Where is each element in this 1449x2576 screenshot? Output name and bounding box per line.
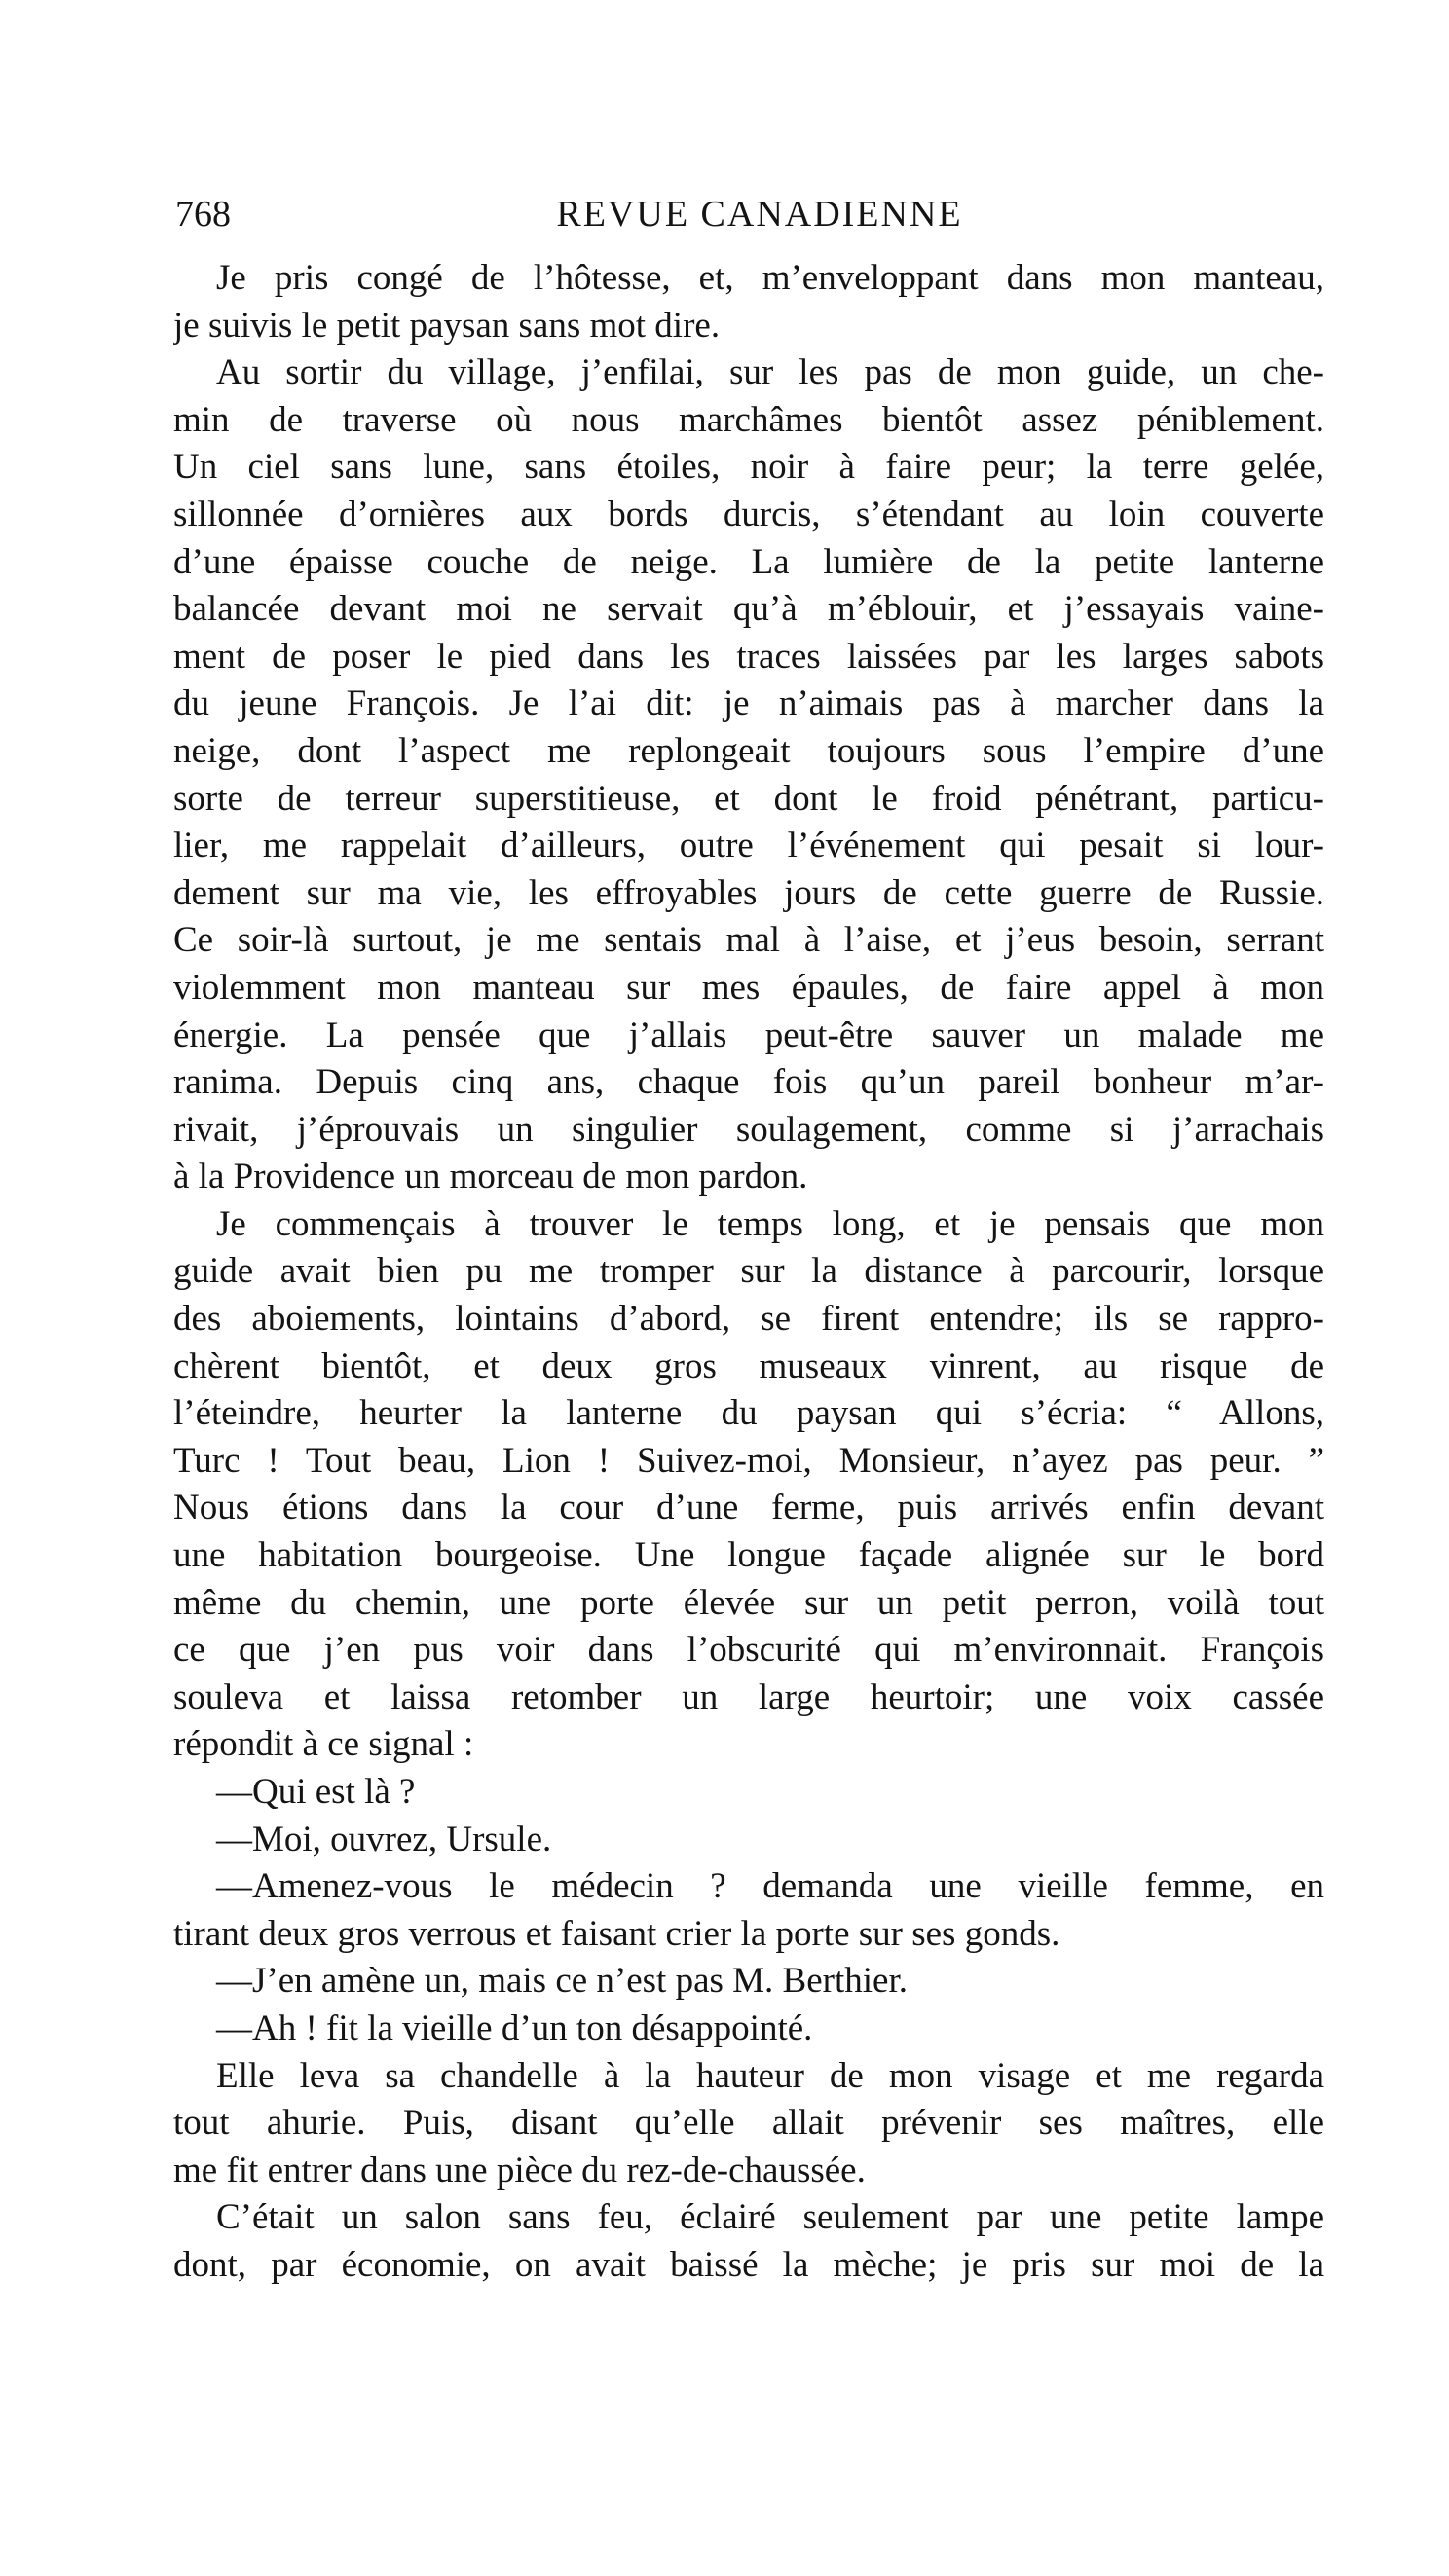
- text-line: dont, par économie, on avait baissé la mèche; je pris sur moi de la: [173, 2244, 1324, 2285]
- text-line: sorte de terreur superstitieuse, et dont le froid pénétrant, particu-: [173, 778, 1324, 819]
- text-line: balancée devant moi ne servait qu’à m’éblouir, et j’essayais vaine-: [173, 589, 1324, 630]
- text-line: ce que j’en pus voir dans l’obscurité qui m’environnait. François: [173, 1630, 1324, 1671]
- text-line: Nous étions dans la cour d’une ferme, puis arrivés enfin devant: [173, 1488, 1324, 1528]
- text-line: C’était un salon sans feu, éclairé seulement par une petite lampe: [216, 2197, 1324, 2238]
- running-title: REVUE CANADIENNE: [556, 194, 963, 235]
- text-line: du jeune François. Je l’ai dit: je n’aimais pas à marcher dans la: [173, 683, 1324, 724]
- text-line: à la Providence un morceau de mon pardon.: [173, 1157, 808, 1197]
- text-line: me fit entrer dans une pièce du rez-de-chaussée.: [173, 2150, 866, 2190]
- text-line: même du chemin, une porte élevée sur un petit perron, voilà tout: [173, 1582, 1324, 1623]
- text-line: Turc ! Tout beau, Lion ! Suivez-moi, Monsieur, n’ayez pas peur. ”: [173, 1440, 1324, 1481]
- text-line: min de traverse où nous marchâmes bientôt assez péniblement.: [173, 399, 1324, 440]
- text-line: énergie. La pensée que j’allais peut-être sauver un malade me: [173, 1014, 1324, 1055]
- text-line: je suivis le petit paysan sans mot dire.: [173, 305, 721, 346]
- text-line: Ce soir-là surtout, je me sentais mal à l’aise, et j’eus besoin, serrant: [173, 920, 1324, 961]
- text-line: Elle leva sa chandelle à la hauteur de mon visage et me regarda: [216, 2055, 1324, 2096]
- text-line: répondit à ce signal :: [173, 1724, 474, 1765]
- text-line: dement sur ma vie, les effroyables jours de cette guerre de Russie.: [173, 872, 1324, 913]
- text-line: tirant deux gros verrous et faisant crier la porte sur ses gonds.: [173, 1913, 1060, 1954]
- text-line: tout ahurie. Puis, disant qu’elle allait prévenir ses maîtres, elle: [173, 2103, 1324, 2144]
- text-line: Au sortir du village, j’enfilai, sur les pas de mon guide, un che-: [216, 352, 1324, 393]
- text-line: —J’en amène un, mais ce n’est pas M. Berthier.: [216, 1961, 908, 2002]
- text-line: —Qui est là ?: [216, 1772, 416, 1812]
- text-line: —Ah ! fit la vieille d’un ton désappointé.: [216, 2007, 813, 2048]
- text-line: une habitation bourgeoise. Une longue façade alignée sur le bord: [173, 1535, 1324, 1576]
- text-line: l’éteindre, heurter la lanterne du paysan qui s’écria: “ Allons,: [173, 1393, 1324, 1434]
- text-line: ranima. Depuis cinq ans, chaque fois qu’un pareil bonheur m’ar-: [173, 1062, 1324, 1103]
- text-line: des aboiements, lointains d’abord, se firent entendre; ils se rappro-: [173, 1299, 1324, 1340]
- text-line: —Moi, ouvrez, Ursule.: [216, 1819, 552, 1859]
- page-header: [175, 190, 1324, 239]
- text-line: sillonnée d’ornières aux bords durcis, s’étendant au loin couverte: [173, 494, 1324, 534]
- text-line: guide avait bien pu me tromper sur la distance à parcourir, lorsque: [173, 1251, 1324, 1292]
- text-line: chèrent bientôt, et deux gros museaux vinrent, au risque de: [173, 1345, 1324, 1386]
- page-number: 768: [175, 194, 231, 235]
- text-line: neige, dont l’aspect me replongeait toujours sous l’empire d’une: [173, 730, 1324, 771]
- text-line: Je pris congé de l’hôtesse, et, m’enveloppant dans mon manteau,: [216, 258, 1324, 298]
- text-line: —Amenez-vous le médecin ? demanda une vieille femme, en: [216, 1866, 1324, 1907]
- text-line: lier, me rappelait d’ailleurs, outre l’événement qui pesait si lour-: [173, 826, 1324, 866]
- body-text: [173, 255, 1324, 2290]
- text-line: souleva et laissa retomber un large heurtoir; une voix cassée: [173, 1676, 1324, 1717]
- text-line: d’une épaisse couche de neige. La lumière de la petite lanterne: [173, 541, 1324, 582]
- text-line: Je commençais à trouver le temps long, et je pensais que mon: [216, 1203, 1324, 1244]
- text-line: rivait, j’éprouvais un singulier soulagement, comme si j’arrachais: [173, 1109, 1324, 1150]
- text-line: Un ciel sans lune, sans étoiles, noir à faire peur; la terre gelée,: [173, 447, 1324, 488]
- text-line: violemment mon manteau sur mes épaules, de faire appel à mon: [173, 967, 1324, 1008]
- text-line: ment de poser le pied dans les traces laissées par les larges sabots: [173, 636, 1324, 677]
